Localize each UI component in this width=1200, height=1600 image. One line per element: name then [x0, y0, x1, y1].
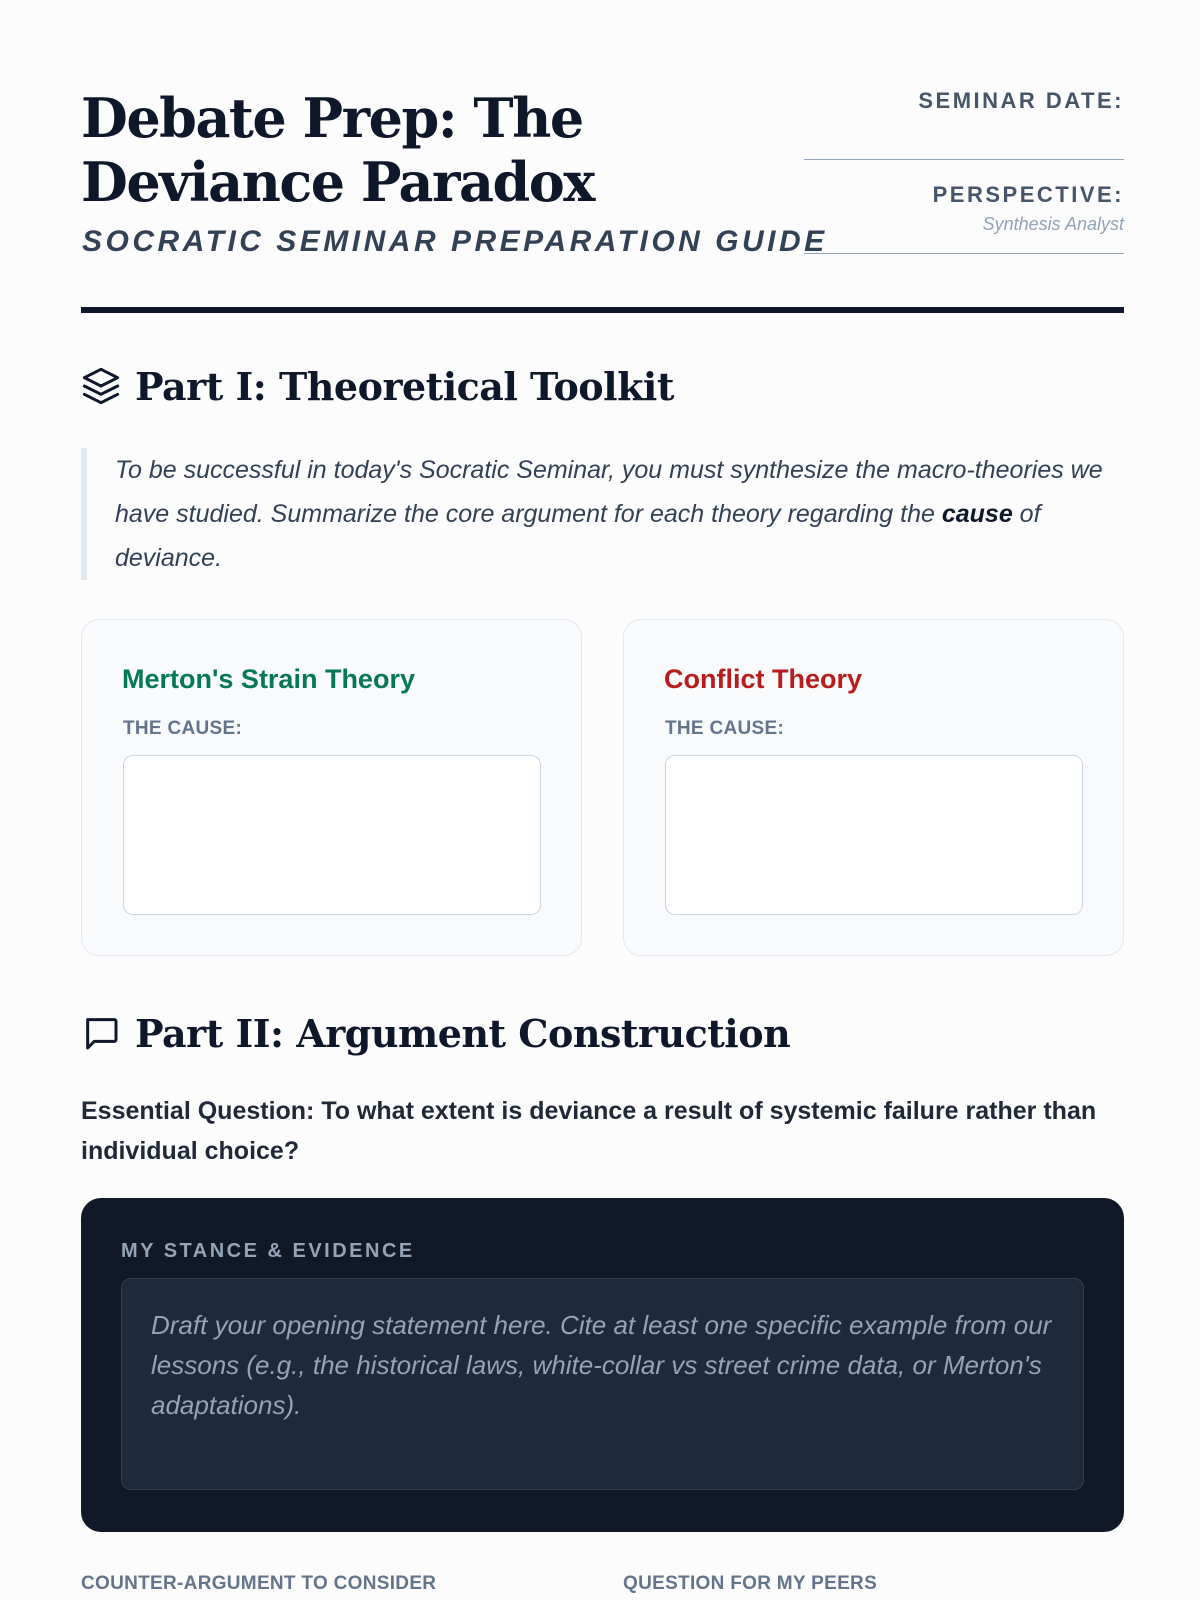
page-title: Debate Prep: The Deviance Paradox [81, 86, 594, 214]
peer-question-label: QUESTION FOR MY PEERS [623, 1573, 878, 1594]
essential-question: Essential Question: To what extent is deviance a result of systemic failure rather than individual choice? [81, 1097, 1097, 1165]
card-title: Merton's Strain Theory [122, 664, 415, 694]
perspective-value: Synthesis Analyst [982, 214, 1124, 234]
part1-title: Part I: Theoretical Toolkit [135, 363, 674, 409]
header [81, 80, 1124, 320]
part2-title: Part II: Argument Construction [135, 1010, 791, 1056]
strain-theory-card [81, 619, 582, 956]
part2-heading [81, 1008, 790, 1058]
conflict-cause-input[interactable] [665, 755, 1083, 915]
card-cause-label: THE CAUSE: [665, 718, 785, 739]
layers-icon [81, 366, 121, 406]
stance-input[interactable]: Draft your opening statement here. Cite at least one specific example from our lessons (e.g., the historical laws, white-collar vs street crime data, or Merton's adaptations). [121, 1278, 1084, 1490]
instructions-text: To be successful in today's Socratic Seminar, you must synthesize the macro-theories we have studied. Summarize the core argument for each theory regarding the [115, 456, 1103, 528]
seminar-date-field[interactable] [804, 88, 1124, 160]
header-divider [81, 307, 1124, 313]
card-title: Conflict Theory [664, 664, 863, 694]
speech-bubble-icon [81, 1013, 121, 1053]
instructions-text-end: of deviance. [115, 500, 1041, 572]
conflict-theory-card [623, 619, 1124, 956]
card-cause-label: THE CAUSE: [123, 718, 243, 739]
perspective-field[interactable] [804, 182, 1124, 254]
stance-panel [81, 1198, 1124, 1532]
part1-instructions [81, 448, 1124, 580]
instructions-emphasis: cause [941, 500, 1013, 528]
perspective-label: PERSPECTIVE: [932, 182, 1124, 207]
counter-argument-label: COUNTER-ARGUMENT TO CONSIDER [81, 1573, 437, 1594]
stance-label: MY STANCE & EVIDENCE [121, 1240, 415, 1262]
part1-heading [81, 361, 674, 411]
strain-cause-input[interactable] [123, 755, 541, 915]
page-subtitle: SOCRATIC SEMINAR PREPARATION GUIDE [82, 225, 828, 258]
seminar-date-label: SEMINAR DATE: [918, 88, 1124, 113]
worksheet-page [81, 0, 1124, 1600]
